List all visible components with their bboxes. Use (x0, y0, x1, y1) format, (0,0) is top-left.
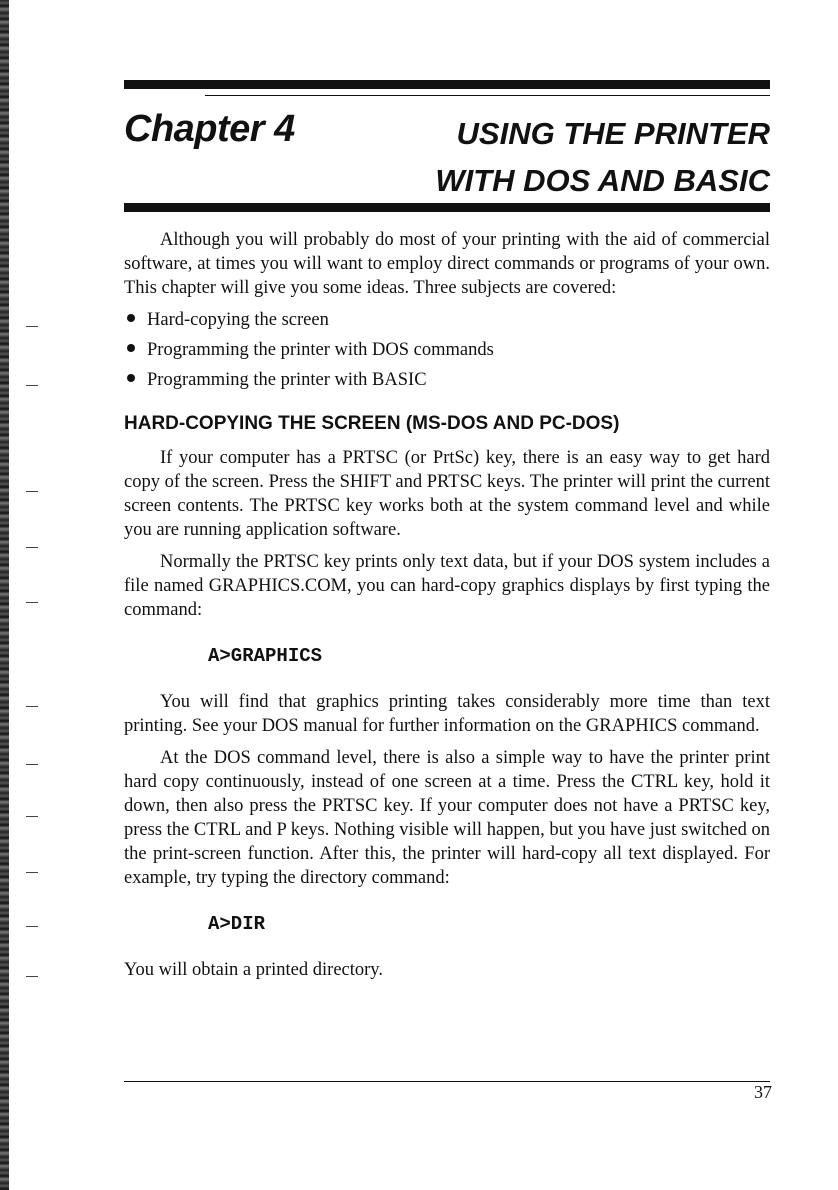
code-graphics: A>GRAPHICS (208, 645, 323, 667)
chapter-title-line-2: WITH DOS AND BASIC (435, 163, 770, 198)
bullet-icon (127, 374, 135, 382)
bullet-icon (127, 314, 135, 322)
list-item: Hard-copying the screen (124, 308, 770, 338)
chapter-title-line-1: USING THE PRINTER (456, 116, 770, 151)
bullet-icon (127, 344, 135, 352)
code-dir: A>DIR (208, 913, 266, 935)
page-number: 37 (754, 1082, 772, 1102)
chapter-title (435, 110, 770, 204)
chapter-label: Chapter 4 (124, 108, 295, 150)
list-item: Programming the printer with BASIC (124, 368, 770, 398)
paragraph-result: You will obtain a printed directory. (124, 960, 383, 980)
paragraph-graphics-time: You will find that graphics printing takes considerably more time than text printing. See your DOS manual for further information on the GRAPHICS command. (124, 692, 770, 736)
paragraph-graphics: Normally the PRTSC key prints only text data, but if your DOS system includes a file named GRAPHICS.COM, you can hard-copy graphics displays by first typing the command: (124, 552, 770, 620)
footer-rule (124, 1081, 770, 1082)
section-heading: HARD-COPYING THE SCREEN (MS-DOS AND PC-DOS) (124, 413, 620, 434)
header-rule-bottom (124, 203, 770, 212)
scan-edge (0, 0, 9, 1190)
paragraph-continuous: At the DOS command level, there is also a simple way to have the printer print hard copy continuously, instead of one screen at a time. Press the CTRL key, hold it down, then also press the PRTSC key. If your computer does not have a PRTSC key, press the CTRL and P keys. Nothing visible will happen, but you have just switched on the print-screen function. After this, the printer will hard-copy all text displayed. For example, try typing the directory command: (124, 748, 770, 888)
list-item: Programming the printer with DOS commands (124, 338, 770, 368)
intro-paragraph: Although you will probably do most of your printing with the aid of commercial software, at times you will want to employ direct commands or programs of your own. This chapter will give you some ideas. Three subjects are covered: (124, 230, 770, 298)
header-rule-thin (205, 95, 770, 96)
header-rule-thick (124, 80, 770, 89)
paragraph-prtsc: If your computer has a PRTSC (or PrtSc) key, there is an easy way to get hard copy of the screen. Press the SHIFT and PRTSC keys. The printer will print the current screen contents. The PRTSC key works both at the system command level and while you are running application software. (124, 448, 770, 540)
topic-list (124, 308, 770, 398)
margin-marks (26, 0, 42, 1190)
page-content (124, 228, 770, 990)
